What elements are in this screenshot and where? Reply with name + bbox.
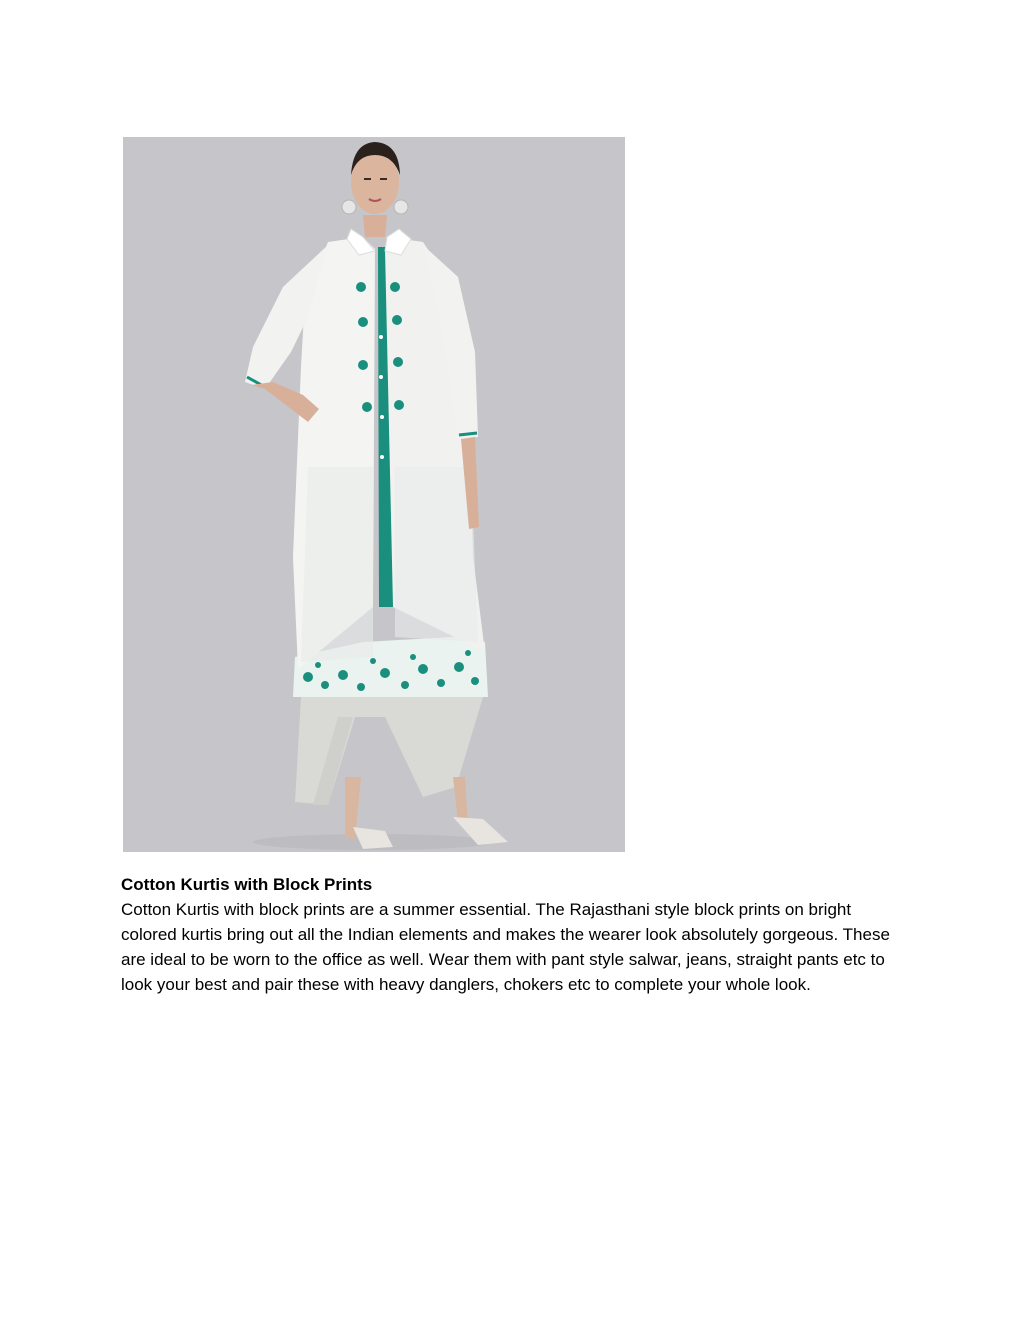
article-paragraph: Cotton Kurtis with block prints are a summer essential. The Rajasthani style block prints on bright colored kurtis bring out all the Indian elements and makes the wearer look absolutely gorgeous. These are ideal to be worn to the office as well. Wear them with pant style salwar, jeans, straight pants etc to look your best and pair these with heavy danglers, chokers etc to complete your whole look.	[121, 900, 890, 994]
article-heading: Cotton Kurtis with Block Prints	[121, 875, 373, 894]
product-photo	[123, 137, 625, 852]
article-content	[121, 872, 891, 997]
